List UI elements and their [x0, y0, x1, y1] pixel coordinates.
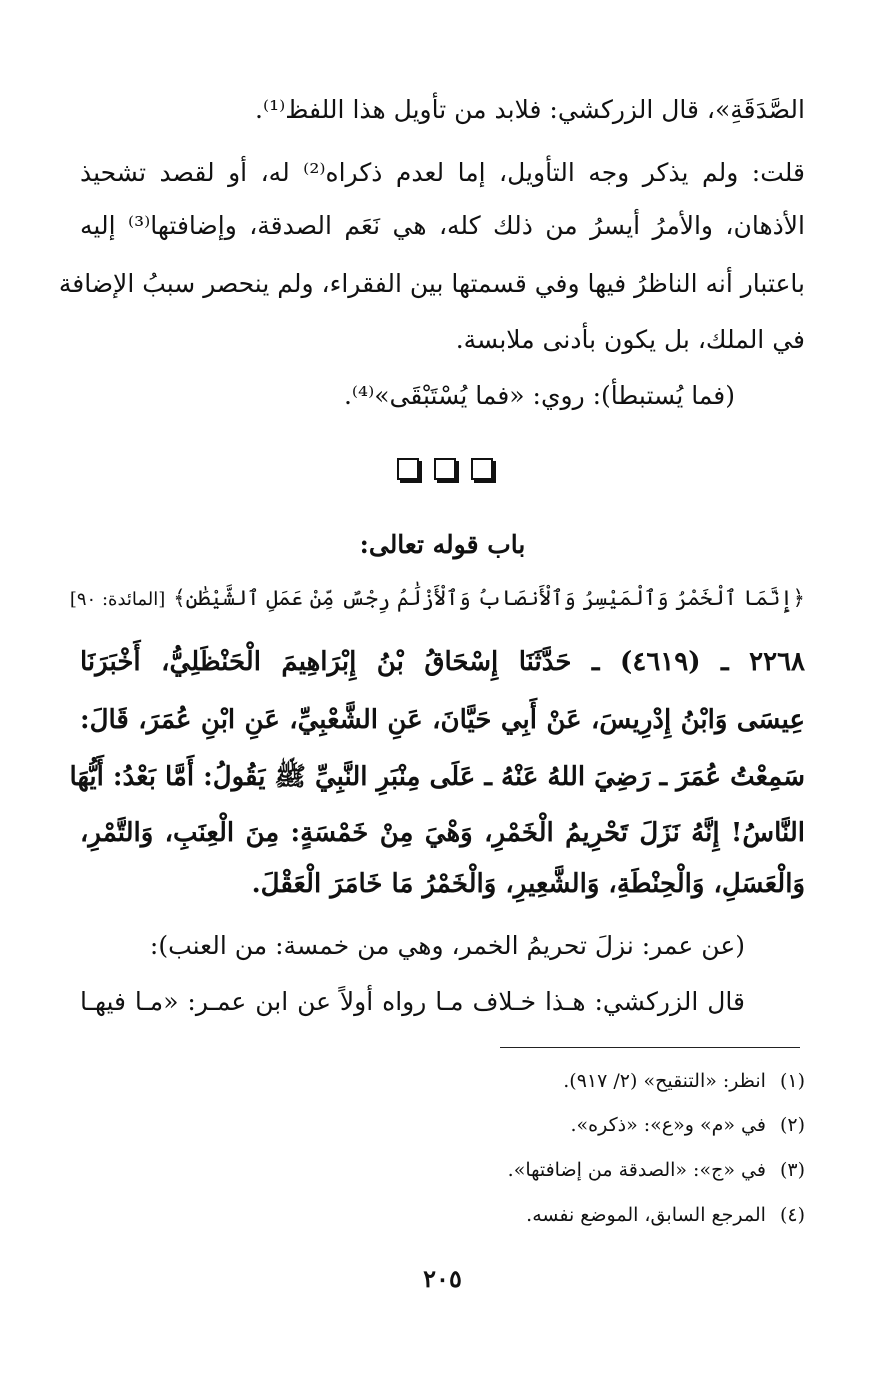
footnote-4 — [526, 1200, 805, 1230]
hadith-line-2: عِيسَى وَابْنُ إِدْرِيسَ، عَنْ أَبِي حَيَّانَ، عَنِ الشَّعْبِيِّ، عَنِ ابْنِ عُمَرَ، قَالَ: — [80, 705, 805, 735]
section-separator — [397, 458, 493, 484]
footnote-divider — [500, 1047, 800, 1048]
footnote-number: (٣) — [779, 1159, 805, 1181]
separator-square-icon — [397, 458, 419, 480]
hadith-line-1: ٢٢٦٨ ـ (٤٦١٩) ـ حَدَّثَنَا إِسْحَاقُ بْنُ إِبْرَاهِيمَ الْحَنْظَلِيُّ، أَخْبَرَنَا — [80, 647, 805, 677]
footnote-1 — [563, 1066, 805, 1096]
commentary-line-1: (عن عمر: نزلَ تحريمُ الخمر، وهي من خمسة: من العنب): — [149, 931, 745, 960]
footnote-text: في «م» و«ع»: «ذكره». — [570, 1114, 766, 1136]
quran-verse: ﴿إِنَّمَا ٱلْخَمْرُ وَٱلْمَيْسِرُ وَٱلْأَنصَابُ وَٱلْأَزْلَٰمُ رِجْسٌ مِّنْ عَمَلِ ٱلشَّيْطَٰنِ﴾ — [173, 586, 805, 610]
body-line-3: الأذهان، والأمرُ أيسرُ من ذلك كله، هي نَعَم الصدقة، وإضافتها⁽³⁾ إليه — [80, 211, 806, 240]
chapter-heading: باب قوله تعالى: — [359, 530, 526, 559]
footnote-2 — [570, 1110, 805, 1140]
body-line-4: باعتبار أنه الناظرُ فيها وفي قسمتها بين الفقراء، ولم ينحصر سببُ الإضافة — [58, 269, 805, 298]
quran-verse-line — [70, 577, 805, 617]
body-line-2: قلت: ولم يذكر وجه التأويل، إما لعدم ذكراه⁽²⁾ له، أو لقصد تشحيذ — [80, 158, 805, 187]
footnote-number: (١) — [779, 1070, 805, 1092]
body-line-1: الصَّدَقَةِ»، قال الزركشي: فلابد من تأويل هذا اللفظ⁽¹⁾. — [255, 95, 805, 124]
separator-square-icon — [434, 458, 456, 480]
hadith-line-4: النَّاسُ! إِنَّهُ نَزَلَ تَحْرِيمُ الْخَمْرِ، وَهْيَ مِنْ خَمْسَةٍ: مِنَ الْعِنَبِ، وَالتَّمْرِ، — [80, 818, 805, 848]
footnote-number: (٤) — [779, 1204, 805, 1226]
footnote-text: في «ج»: «الصدقة من إضافتها». — [507, 1159, 766, 1181]
hadith-line-5: وَالْعَسَلِ، وَالْحِنْطَةِ، وَالشَّعِيرِ، وَالْخَمْرُ مَا خَامَرَ الْعَقْلَ. — [251, 869, 805, 899]
footnote-number: (٢) — [779, 1114, 805, 1136]
footnote-text: المرجع السابق، الموضع نفسه. — [526, 1204, 766, 1226]
page-number: ٢٠٥ — [423, 1264, 462, 1293]
footnote-text: انظر: «التنقيح» (٢/ ٩١٧). — [563, 1070, 766, 1092]
body-line-5: في الملك، بل يكون بأدنى ملابسة. — [455, 325, 805, 354]
body-line-6: (فما يُستبطأ): روي: «فما يُسْتَبْقَى»⁽⁴⁾. — [343, 381, 735, 410]
commentary-line-2: قال الزركشي: هـذا خـلاف مـا رواه أولاً عن ابن عمـر: «مـا فيهـا — [80, 987, 745, 1016]
footnote-3 — [508, 1155, 805, 1185]
verse-reference: [المائدة: ٩٠] — [69, 589, 166, 610]
separator-square-icon — [471, 458, 493, 480]
hadith-line-3: سَمِعْتُ عُمَرَ ـ رَضِيَ اللهُ عَنْهُ ـ عَلَى مِنْبَرِ النَّبِيِّ ﷺ يَقُولُ: أَمَّا بَعْدُ: أَيُّهَا — [69, 762, 805, 792]
